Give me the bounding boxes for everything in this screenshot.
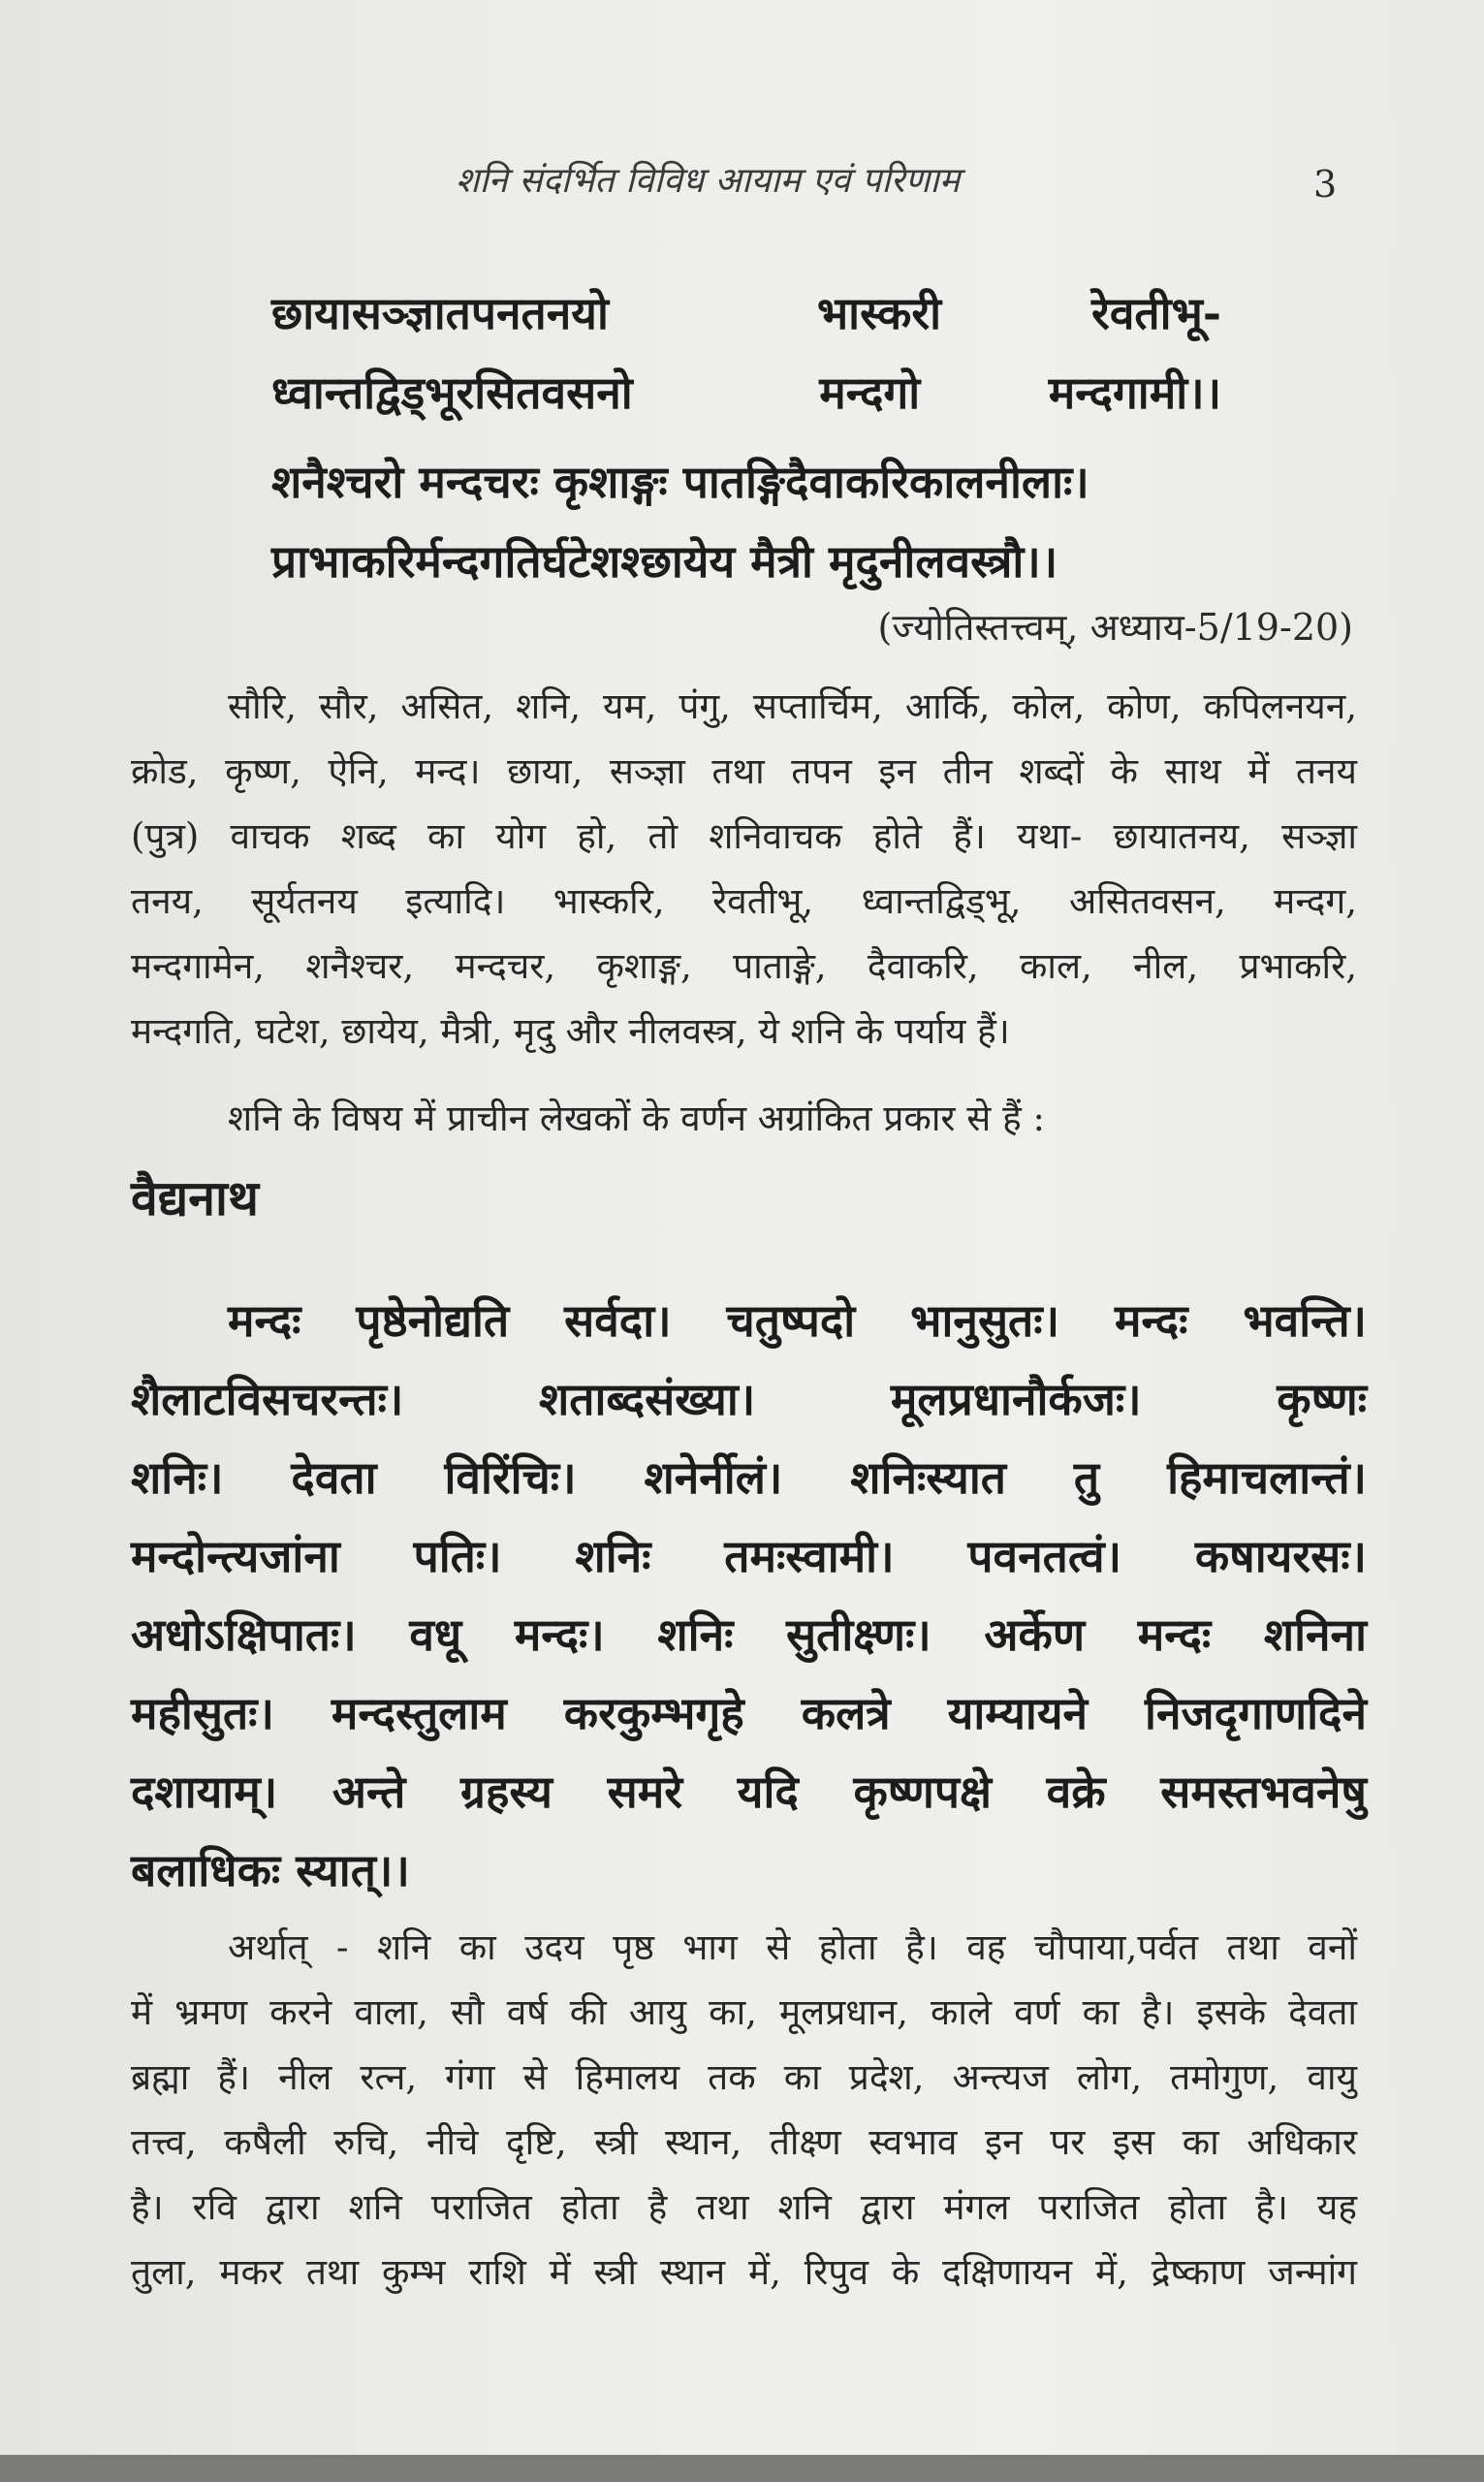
- page-bottom-edge: [0, 2455, 1484, 2482]
- paragraph-line: तुला, मकर तथा कुम्भ राशि में स्त्री स्थान में, रिपुव के दक्षिणायन में, द्रेष्काण जन्मांग: [131, 2251, 1357, 2293]
- verse-block-1: [271, 273, 1221, 432]
- verse-word: भास्करी: [816, 287, 942, 339]
- meaning-paragraph: [131, 1915, 1357, 2305]
- paragraph-line: ब्रह्मा हैं। नील रत्न, गंगा से हिमालय तक का प्रदेश, अन्त्यज लोग, तमोगुण, वायु: [131, 2056, 1357, 2098]
- verse-word: मन्दगामी।।: [1048, 366, 1221, 419]
- verse-line: शनैश्चरो मन्दचरः कृशाङ्गः पातङ्गिदैवाकरिकालनीलाः।: [271, 456, 1089, 508]
- verse-line: महीसुतः। मन्दस्तुलाम करकुम्भगृहे कलत्रे याम्यायने निजदृगाणदिने: [131, 1687, 1367, 1739]
- verse-word: मन्दगो: [819, 366, 921, 419]
- verse-block-2: [271, 442, 1241, 601]
- verse-line: बलाधिकः स्यात्।।: [131, 1844, 410, 1896]
- verse-line: मन्दः पृष्ठेनोद्यति सर्वदा। चतुष्पदो भानुसुतः। मन्दः भवन्ति।: [228, 1294, 1367, 1347]
- paragraph-line: मन्दगामेन, शनैश्चर, मन्दचर, कृशाङ्ग, पाताङ्गे, दैवाकरि, काल, नील, प्रभाकरि,: [131, 945, 1357, 987]
- paragraph-line: सौरि, सौर, असित, शनि, यम, पंगु, सप्तार्चिम, आर्कि, कोल, कोण, कपिलनयन,: [228, 685, 1357, 727]
- paragraph-line: मन्दगति, घटेश, छायेय, मैत्री, मृदु और नीलवस्त्र, ये शनि के पर्याय हैं।: [131, 1010, 1010, 1052]
- verse-line: [271, 353, 1221, 432]
- verse-line: शनिः। देवता विरिंचिः। शनेर्नीलं। शनिःस्यात तु हिमाचलान्तं।: [131, 1451, 1367, 1504]
- paragraph-line: (पुत्र) वाचक शब्द का योग हो, तो शनिवाचक होते हैं। यथा- छायातनय, सञ्ज्ञा: [131, 815, 1357, 857]
- running-header: शनि संदर्भित विविध आयाम एवं परिणाम: [456, 161, 961, 201]
- verse-line: अधोऽक्षिपातः। वधू मन्दः। शनिः सुतीक्ष्णः। अर्केण मन्दः शनिना: [131, 1608, 1367, 1661]
- verse-line: [271, 273, 1221, 353]
- intro-paragraph: [131, 1086, 1357, 1151]
- page-number: 3: [1313, 163, 1338, 206]
- verse-line: मन्दोन्त्यजांना पतिः। शनिः तमःस्वामी। पवनतत्वं। कषायरसः।: [131, 1530, 1367, 1582]
- verse-line: शैलाटविसचरन्तः। शताब्दसंख्या। मूलप्रधानौर्कजः। कृष्णः: [131, 1373, 1367, 1425]
- paragraph-line: है। रवि द्वारा शनि पराजित होता है तथा शनि द्वारा मंगल पराजित होता है। यह: [131, 2186, 1357, 2228]
- paragraph-line: शनि के विषय में प्राचीन लेखकों के वर्णन अग्रांकित प्रकार से हैं :: [228, 1098, 1045, 1139]
- verse-word: रेवतीभू-: [1091, 287, 1221, 339]
- verse-word: छायासञ्ज्ञातपनतनयो: [271, 287, 609, 339]
- paragraph-line: तनय, सूर्यतनय इत्यादि। भास्करि, रेवतीभू, ध्वान्तद्विड्भू, असितवसन, मन्दग,: [131, 880, 1357, 922]
- verse-line: प्राभाकरिर्मन्दगतिर्घटेशश्छायेय मैत्री मृदुनीलवस्त्रौ।।: [271, 535, 1058, 588]
- verse-line: दशायाम्। अन्ते ग्रहस्य समरे यदि कृष्णपक्षे वक्रे समस्तभवनेषु: [131, 1766, 1367, 1818]
- paragraph-line: तत्त्व, कषैली रुचि, नीचे दृष्टि, स्त्री स्थान, तीक्ष्ण स्वभाव इन पर इस का अधिकार: [131, 2121, 1357, 2163]
- sanskrit-verse-block: [131, 1282, 1367, 1910]
- paragraph-line: क्रोड, कृष्ण, ऐनि, मन्द। छाया, सञ्ज्ञा तथा तपन इन तीन शब्दों के साथ में तनय: [131, 750, 1357, 792]
- citation: (ज्योतिस्तत्त्वम्, अध्याय-5/19-20): [877, 606, 1353, 649]
- verse-word: ध्वान्तद्विड्भूरसितवसनो: [271, 366, 633, 419]
- paragraph-line: में भ्रमण करने वाला, सौ वर्ष की आयु का, मूलप्रधान, काले वर्ण का है। इसके देवता: [131, 1991, 1357, 2033]
- synonyms-paragraph: [131, 674, 1357, 1064]
- paragraph-line: अर्थात् - शनि का उदय पृष्ठ भाग से होता है। वह चौपाया,पर्वत तथा वनों: [228, 1926, 1357, 1968]
- section-heading: वैद्यनाथ: [131, 1169, 259, 1226]
